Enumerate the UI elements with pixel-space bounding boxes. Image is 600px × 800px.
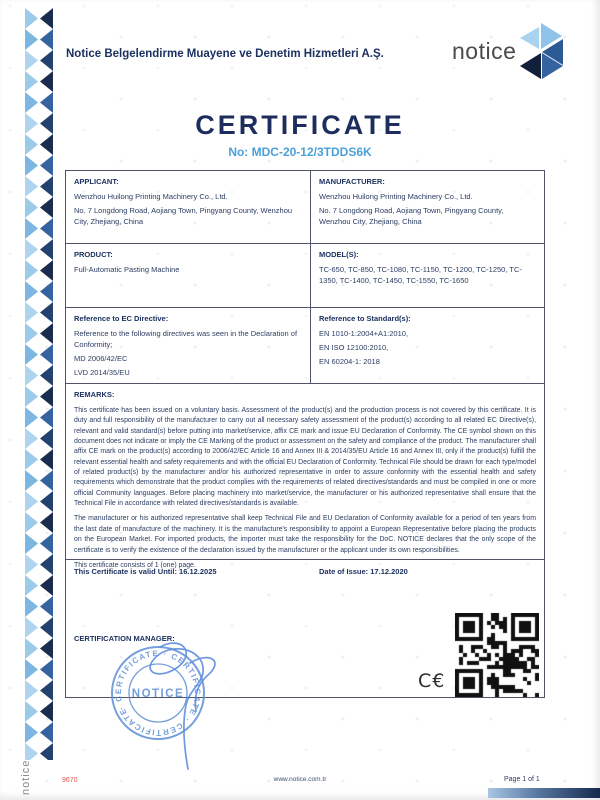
row-product-models bbox=[66, 243, 544, 307]
manufacturer-cell bbox=[311, 171, 544, 243]
footer-page-info: Page 1 of 1 bbox=[504, 776, 540, 783]
certificate-title: CERTIFICATE bbox=[195, 110, 405, 140]
footer-doc-number: 9670 bbox=[62, 777, 78, 784]
ec-directive-cell bbox=[66, 308, 311, 383]
notice-stamp bbox=[88, 633, 248, 778]
applicant-label: APPLICANT: bbox=[74, 177, 119, 186]
footer-blue-bar-decoration bbox=[488, 788, 600, 798]
product-label: PRODUCT: bbox=[74, 250, 113, 259]
valid-until-text: This Certificate is valid Until: 16.12.2025 bbox=[74, 567, 217, 576]
ec-directive-item: MD 2006/42/EC bbox=[74, 353, 128, 363]
row-applicant-manufacturer bbox=[66, 171, 544, 243]
standard-item: EN 60204-1: 2018 bbox=[319, 356, 380, 366]
applicant-name: Wenzhou Huilong Printing Machinery Co., Ltd. bbox=[74, 191, 228, 201]
footer-website: www.notice.com.tr bbox=[273, 776, 327, 783]
qr-code bbox=[455, 613, 539, 697]
company-title: Notice Belgelendirme Muayene ve Denetim Hizmetleri A.Ş. bbox=[66, 48, 384, 60]
standard-item: EN ISO 12100:2010, bbox=[319, 342, 389, 352]
certificate-number: No: MDC-20-12/3TDDS6K bbox=[228, 145, 372, 159]
stamp-center-text: NOTICE bbox=[131, 688, 185, 700]
standard-item: EN 1010-1:2004+A1:2010, bbox=[319, 328, 409, 338]
row-remarks bbox=[66, 383, 544, 569]
ce-mark: C€ bbox=[418, 670, 446, 692]
remarks-paragraph: This certificate has been issued on a voluntary basis. Assessment of the product(s) and the production process is not covered by this certificate. It is duty and full responsibility of the manufacturer to carry out all necessary safety assessment of the product(s) according to all related EC Directive(s), relevant and valid standard(s) before putting into market/service, affix CE mark and issue EU Declaration of Conformity. The CE symbol shown on this document does not indicate or imply the CE Marking of the product or assessment on the safety and compliance of the product. The manufacturer shall affix CE mark on the product(s) according to 2006/42/EC Article 16 and Annex III & 2014/35/EU Article 16 and Annex III, only if the product(s) fulfill the relevant essential health and safety requirements and with the official EU Declaration of Conformity. Technical File should be drawn for each type/model of related product(s) by the manufacturer and/or his authorized representative in order to assure conformity with the essential health and safety requirements which demonstrate that the product complies with the requirements of related directives/standards and must be compiled in one or more official Community languages. Before placing machinery into market/service, the manufacturer or his authorized representative shall ensure that the Technical File in accordance with related directives/standards is available. bbox=[74, 406, 536, 508]
manufacturer-label: MANUFACTURER: bbox=[319, 177, 385, 186]
manager-signature bbox=[150, 643, 215, 769]
standards-label: Reference to Standard(s): bbox=[319, 314, 411, 323]
remarks-label: REMARKS: bbox=[74, 390, 115, 399]
standards-cell bbox=[311, 308, 544, 383]
ec-directive-intro: Reference to the following directives was seen in the Declaration of Conformity; bbox=[74, 328, 298, 349]
ec-directive-item: LVD 2014/35/EU bbox=[74, 367, 130, 377]
row-directives-standards bbox=[66, 307, 544, 383]
manufacturer-address: No. 7 Longdong Road, Aojiang Town, Pingyang County, Wenzhou City, Zhejiang, China bbox=[319, 205, 504, 226]
models-label: MODEL(S): bbox=[319, 250, 359, 259]
remarks-paragraph: The manufacturer or his authorized representative shall keep Technical File and EU Declaration of Conformity available for a period of ten years from the last date of manufacture of the machinery. It is the manufacture's responsibility to appoint a European Representative before placing the products on the European Market. For imported products, the importer must take the responsibility for the DoC. NOTICE declares that the only scope of the certificate is to verify the existence of the declaration issued by the manufacturer or the applicant under its own responsibilities. bbox=[74, 515, 536, 554]
product-cell bbox=[66, 244, 311, 307]
certification-manager-label: CERTIFICATION MANAGER: bbox=[74, 634, 175, 643]
ec-directive-label: Reference to EC Directive: bbox=[74, 314, 169, 323]
notice-logo-text: notice bbox=[452, 37, 517, 64]
models-cell bbox=[311, 244, 544, 307]
notice-logo-triangles-icon bbox=[518, 22, 564, 80]
footer-vertical-notice-text: notice bbox=[20, 759, 32, 795]
remarks-paragraph: This certificate consists of 1 (one) page. bbox=[74, 561, 196, 569]
applicant-cell bbox=[66, 171, 311, 243]
models-value: TC-650, TC-850, TC-1080, TC-1150, TC-1200, TC-1250, TC-1350, TC-1400, TC-1450, TC-1550, TC-1650 bbox=[319, 264, 522, 285]
stamp-ring-text: · CERTIFICATE · CERTIFICATE · CERTIFICATE bbox=[113, 648, 203, 738]
manufacturer-name: Wenzhou Huilong Printing Machinery Co., Ltd. bbox=[319, 191, 473, 201]
date-of-issue-text: Date of Issue: 17.12.2020 bbox=[319, 567, 408, 576]
applicant-address: No. 7 Longdong Road, Aojiang Town, Pingyang County, Wenzhou City, Zhejiang, China bbox=[74, 205, 293, 226]
notice-logo bbox=[452, 22, 564, 80]
product-value: Full-Automatic Pasting Machine bbox=[74, 264, 180, 274]
